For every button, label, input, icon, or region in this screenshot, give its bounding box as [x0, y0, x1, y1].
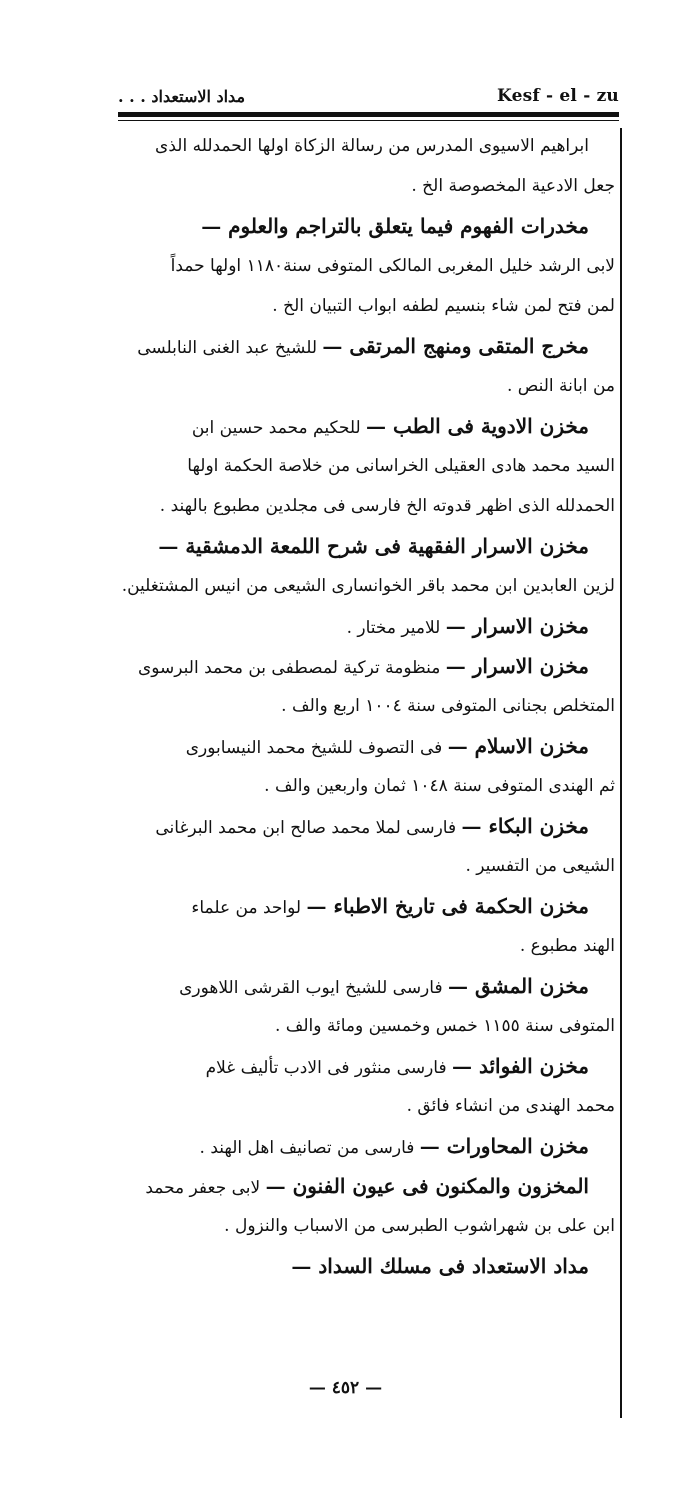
bibliography-entry [120, 1246, 615, 1286]
entry-text: ابراهيم الاسيوى المدرس من رسالة الزكاة اولها الحمدلله الذى [155, 136, 589, 156]
entry-title: مداد الاستعداد فى مسلك السداد — [291, 1254, 589, 1278]
entry-title: مخزن الاسرار — [445, 654, 589, 678]
entry-line [120, 1126, 615, 1166]
book-code: Kesf - el - zu [497, 86, 619, 106]
entry-line [120, 1006, 615, 1046]
entry-text: للحكيم محمد حسين ابن [191, 418, 361, 438]
header-rule-thick [118, 112, 619, 117]
entry-line [120, 1086, 615, 1126]
entry-text: ثم الهندى المتوفى سنة ١٠٤٨ ثمان واربعين والف . [264, 776, 615, 796]
entry-line [120, 286, 615, 326]
entry-text: لابى الرشد خليل المغربى المالكى المتوفى سنة١١٨٠ اولها حمداً [170, 256, 615, 276]
entry-text: للشيخ عبد الغنى النابلسى [137, 338, 317, 358]
entry-line [120, 846, 615, 886]
entry-line [120, 966, 615, 1006]
entry-line [120, 366, 615, 406]
entry-text: لابى جعفر محمد [145, 1178, 261, 1198]
entry-line [120, 606, 615, 646]
entry-text: فارسى منثور فى الادب تأليف غلام [205, 1058, 447, 1078]
entry-line [120, 246, 615, 286]
bibliography-entry [120, 206, 615, 326]
entry-text: محمد الهندى من انشاء فائق . [406, 1096, 615, 1116]
bibliography-entry [120, 526, 615, 606]
entry-line [120, 406, 615, 446]
entry-line [120, 566, 615, 606]
entry-line [120, 166, 615, 206]
bibliography-entry [120, 406, 615, 526]
entry-line [120, 886, 615, 926]
entry-title: مخزن المحاورات — [419, 1134, 589, 1158]
running-title: مداد الاستعداد . . . [118, 87, 246, 106]
entry-text: المتخلص بجنانى المتوفى سنة ١٠٠٤ اربع والف . [281, 696, 615, 716]
bibliography-entry [120, 966, 615, 1046]
page-number: — ٤٥٢ — [308, 1378, 383, 1398]
entry-text: ابن على بن شهراشوب الطبرسى من الاسباب والنزول . [224, 1216, 615, 1236]
entry-title: مخزن الحكمة فى تاريخ الاطباء — [306, 894, 589, 918]
entry-title: المخزون والمكنون فى عيون الفنون — [265, 1174, 589, 1198]
entry-line [120, 646, 615, 686]
entry-line [120, 726, 615, 766]
entry-line [120, 526, 615, 566]
entry-title: مخزن الفوائد — [452, 1054, 589, 1078]
entry-title: مخزن الاسرار — [445, 614, 589, 638]
entry-title: مخزن الادوية فى الطب — [366, 414, 589, 438]
entry-line [120, 1206, 615, 1246]
margin-line [620, 128, 622, 1418]
entry-line [120, 1046, 615, 1086]
bibliography-entry [120, 806, 615, 886]
entry-title: مخزن الاسلام — [447, 734, 589, 758]
entry-line [120, 126, 615, 166]
bibliography-entry [120, 606, 615, 646]
entry-text: لمن فتح لمن شاء بنسيم لطفه ابواب التبيان الخ . [272, 296, 615, 316]
entry-text: لواحد من علماء [191, 898, 302, 918]
header-rule-thin [118, 120, 619, 121]
entry-text: منظومة تركية لمصطفى بن محمد البرسوى [137, 658, 441, 678]
entry-text: الحمدلله الذى اظهر قدوته الخ فارسى فى مجلدين مطبوع بالهند . [159, 496, 615, 516]
entry-title: مخزن الاسرار الفقهية فى شرح اللمعة الدمشقية — [158, 534, 589, 558]
entry-text: لزين العابدين ابن محمد باقر الخوانسارى الشيعى من انيس المشتغلين. [121, 576, 615, 596]
entry-text: للامير مختار . [346, 618, 441, 638]
page-header [118, 78, 619, 106]
entry-text: الشيعى من التفسير . [465, 856, 615, 876]
bibliography-entry [120, 726, 615, 806]
entry-line [120, 806, 615, 846]
entry-line [120, 766, 615, 806]
entry-title: مخزن البكاء — [461, 814, 589, 838]
entry-text: جعل الادعية المخصوصة الخ . [411, 176, 615, 196]
entry-title: مخدرات الفهوم فيما يتعلق بالتراجم والعلوم — [201, 214, 589, 238]
entry-title: مخرج المتقى ومنهج المرتقى — [322, 334, 589, 358]
entry-line [120, 1166, 615, 1206]
bibliography-entry [120, 886, 615, 966]
entry-line [120, 926, 615, 966]
entry-line [120, 1246, 615, 1286]
entry-text: فارسى لملا محمد صالح ابن محمد البرغانى [155, 818, 457, 838]
entry-text: من ابانة النص . [506, 376, 615, 396]
entry-line [120, 686, 615, 726]
entry-text: السيد محمد هادى العقيلى الخراسانى من خلاصة الحكمة اولها [187, 456, 615, 476]
bibliography-entry [120, 646, 615, 726]
entry-line [120, 446, 615, 486]
entry-text: فارسى من تصانيف اهل الهند . [199, 1138, 415, 1158]
entries-column [120, 126, 615, 1286]
entry-title: مخزن المشق — [447, 974, 589, 998]
entry-text: المتوفى سنة ١١٥٥ خمس وخمسين ومائة والف . [274, 1016, 615, 1036]
entry-line [120, 486, 615, 526]
bibliography-entry [120, 1046, 615, 1126]
entry-line [120, 206, 615, 246]
bibliography-entry [120, 326, 615, 406]
bibliography-entry [120, 126, 615, 206]
entry-line [120, 326, 615, 366]
bibliography-entry [120, 1166, 615, 1246]
entry-text: فارسى للشيخ ايوب القرشى اللاهورى [179, 978, 443, 998]
entry-text: فى التصوف للشيخ محمد النيسابورى [185, 738, 443, 758]
entry-text: الهند مطبوع . [519, 936, 615, 956]
bibliography-entry [120, 1126, 615, 1166]
